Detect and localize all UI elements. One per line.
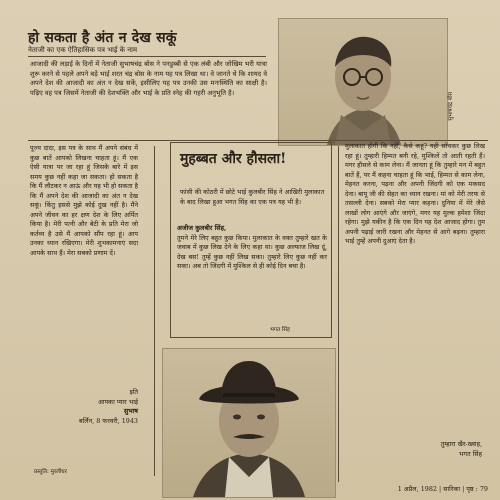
portrait-photo-netaji [278,18,448,146]
closing-line: तुम्हारा खैर-ख्वाह, [440,440,482,448]
section-divider [28,140,488,141]
footer-magazine: सारिका [443,485,461,493]
article-credit: प्रस्तुति: मुरलीधर [34,469,67,475]
closing-signature: भगत सिंह [458,449,482,458]
subhead-rule [28,56,266,57]
bhagat-letter-body [177,224,327,272]
footer-date: 1 अप्रैल, 1982 [397,485,437,493]
column-divider-left [154,146,155,476]
letter-signature: सुभाष [123,407,138,415]
bhagat-letter-closing [372,440,482,459]
article-subhead: नेताजी का एक ऐतिहासिक पत्र भाई के नाम [28,46,138,54]
letter-salutation: अजीज कुलबीर सिंह, [177,224,227,232]
letter-place-date: बर्लिन, 8 फरवरी, 1943 [78,416,138,425]
feature-signature: भगत सिंह [270,327,290,333]
netaji-letter-signoff [30,388,138,426]
footer-separator: | [439,485,444,493]
article-intro: आजादी की लड़ाई के दिनों में नेताजी सुभाषचंद्र बोस ने पनडुब्बी से एक लंबी और जोखिम भरी यात्रा शुरू करने से पहले अपने बड़े भाई शरत चंद्र बोस के नाम यह पत्र लिखा था। वे जानते थे कि शायद वे अपने देश की आजादी का अंत न देख सकें, इसीलिए यह पत्र उनकी उस मनःस्थिति का साक्षी है। पढ़िए वह पत्र जिसमें नेताजी की देशभक्ति और भाई के प्रति स्नेह की गहरी अनुभूति है। [30,60,267,97]
photo-caption: सुभाषचंद्र बोस [448,92,454,121]
feature-title: मुहब्बत और हौसला! [180,151,287,167]
letter-closing: इति [129,388,138,396]
bhagat-letter-continued: मुलाकात होगी कि नहीं, कैसे कहूं? यही सोचकर कुछ लिख रहा हूं। तुम्हारी हिम्मत बनी रहे, मुश्किलें तो आती रहती हैं। मगर हौसले से काम लेना। मैं जानता हूं कि तुम्हारे मन में बहुत बातें हैं, पर मैं कहना चाहता हूं कि भाई, हिम्मत से काम लेना, मेहनत करना, पढ़ना और अपनी जिंदगी को एक मकसद देना। बापू जी की सेहत का ध्यान रखना। मां को मेरी तरफ से तसल्ली देना। सबको मेरा प्यार कहना। दुनिया में मेरे जैसे लाखों लोग आएंगे और जाएंगे, मगर यह मुल्क हमेशा जिंदा रहेगा। मुझे यकीन है कि एक दिन यह देश आजाद होगा। तुम अपनी पढ़ाई जारी रखना और मेहनत से आगे बढ़ना। तुम्हारा भाई तुम्हें अपनी दुआएं देता है। [345,142,485,245]
portrait-photo-bhagat-singh [162,348,336,498]
column-divider-right [338,146,339,482]
netaji-letter-body: पूज्य दादा, इस पत्र के साथ मैं अपने संबंध में कुछ बातें आपको लिखना चाहता हूं। मैं एक ऐसी यात्रा पर जा रहा हूं जिसके बारे में इस समय कुछ नहीं कहा जा सकता। हो सकता है कि मैं लौटकर न आऊं और यह भी हो सकता है कि मैं अपने देश की आजादी का अंत न देख सकूं। किंतु इससे मुझे कोई दुख नहीं है। मैंने अपने जीवन का हर क्षण देश के लिए अर्पित किया है। मेरी पत्नी और बेटी के प्रति मेरा जो कर्तव्य है उसे मैं आपको सौंप रहा हूं। आप उनका ध्यान रखिएगा। मेरी शुभकामनाएं सदा आपके साथ हैं। मेरा सबको प्रणाम दें। [30,144,138,257]
letter-signature-line: आपका प्यार भाई [98,397,138,406]
article-headline: हो सकता है अंत न देख सकूं [28,30,177,46]
feature-intro: फांसी की कोठरी में छोटे भाई कुलबीर सिंह ने आखिरी मुलाकात के बाद लिखा हुआ भगत सिंह का एक पत्र यह भी है। [180,188,325,206]
letter-text: तुमने मेरे लिए बहुत कुछ किया। मुलाकात के वक्त तुम्हारे खत के जवाब में कुछ लिख देने के लिए कहा था। कुछ अल्फाज लिख दूं, देख बस! तुम्हें कुछ नहीं लिख सका। तुम्हारे लिए कुछ नहीं कर सका। अब तो जिंदगी में मुश्किल से ही कोई दिन बचा है। [177,233,327,270]
footer-page-number: पृष्ठ : 79 [466,485,488,493]
footer-separator: | [462,485,467,493]
page-footer [338,484,488,493]
